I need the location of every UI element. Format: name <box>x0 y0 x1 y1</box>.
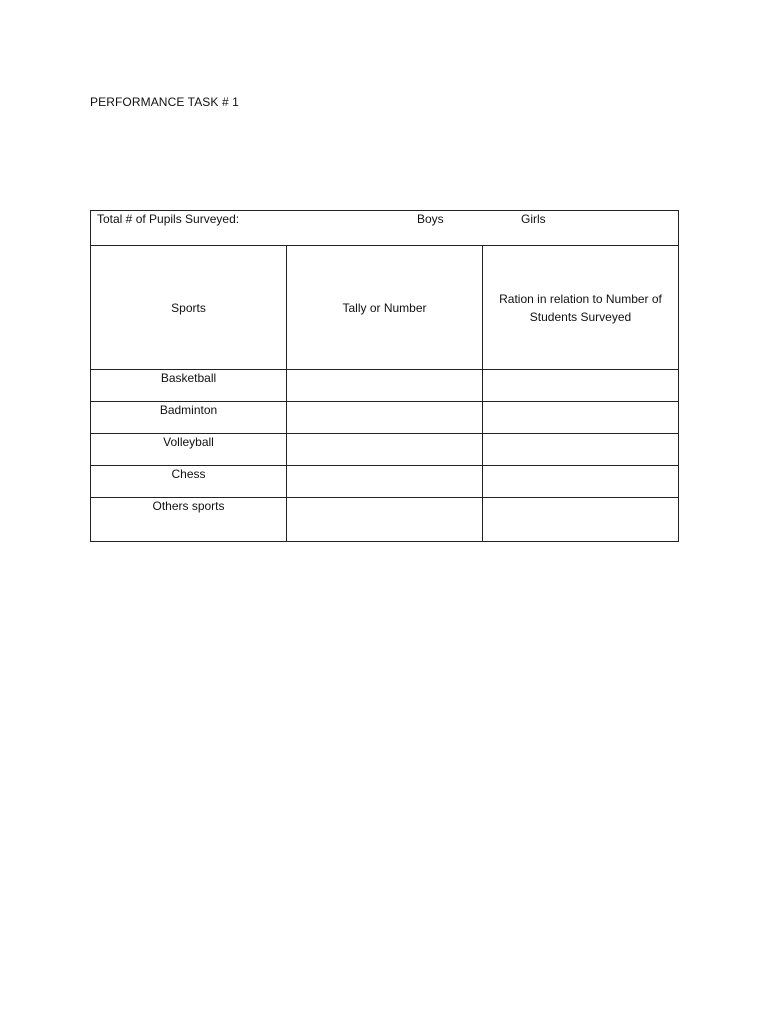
sport-cell: Badminton <box>91 402 287 434</box>
girls-label: Girls <box>521 212 546 226</box>
table-row <box>91 434 679 466</box>
ratio-cell <box>483 434 679 466</box>
survey-table <box>90 210 679 542</box>
tally-cell <box>287 434 483 466</box>
table-row <box>91 466 679 498</box>
header-sports: Sports <box>91 246 287 370</box>
table-header-row <box>91 246 679 370</box>
sport-cell: Others sports <box>91 498 287 542</box>
sport-cell: Basketball <box>91 370 287 402</box>
ratio-cell <box>483 402 679 434</box>
header-ratio: Ration in relation to Number of Students Surveyed <box>483 246 679 370</box>
ratio-cell <box>483 498 679 542</box>
table-row <box>91 370 679 402</box>
table-row <box>91 402 679 434</box>
sport-cell: Volleyball <box>91 434 287 466</box>
tally-cell <box>287 370 483 402</box>
survey-summary-cell <box>91 211 679 246</box>
tally-cell <box>287 466 483 498</box>
sport-cell: Chess <box>91 466 287 498</box>
page-title: PERFORMANCE TASK # 1 <box>90 95 239 109</box>
tally-cell <box>287 498 483 542</box>
tally-cell <box>287 402 483 434</box>
header-tally: Tally or Number <box>287 246 483 370</box>
survey-summary-row <box>91 211 679 246</box>
total-pupils-label: Total # of Pupils Surveyed: <box>97 212 240 226</box>
table-row <box>91 498 679 542</box>
ratio-cell <box>483 370 679 402</box>
boys-label: Boys <box>417 212 444 226</box>
ratio-cell <box>483 466 679 498</box>
